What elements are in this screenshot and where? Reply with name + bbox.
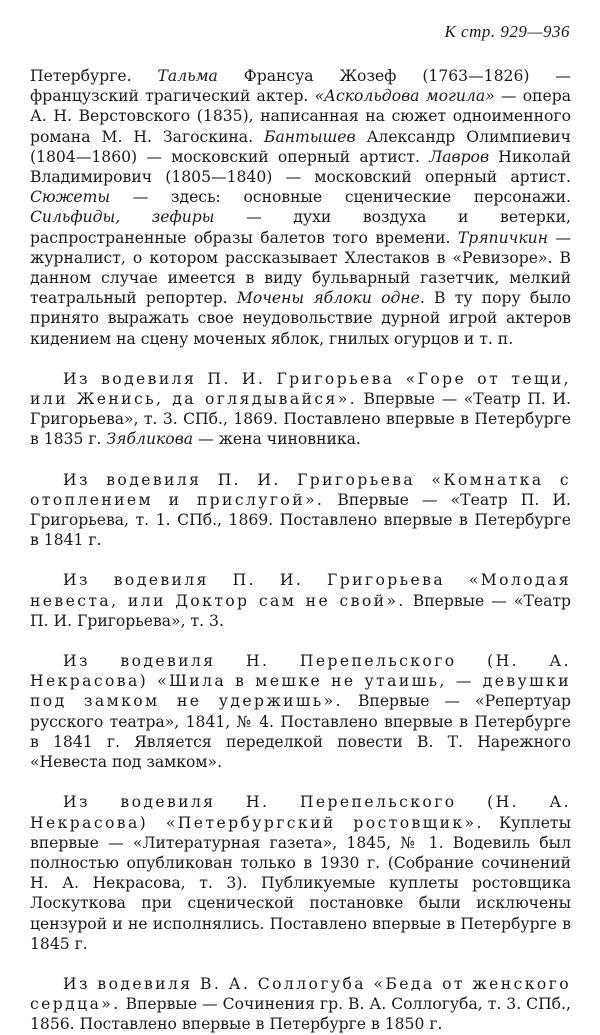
work-title: Из водевиля П. И. Григорьева «Комнатка с отоплением и прислугой». — [30, 470, 571, 509]
commentary-entry-shila-v-meshke — [30, 651, 571, 772]
text-segment: — духи воздуха и ветерки, распространенные образы балетов того времени. — [30, 208, 571, 247]
commentary-entry-beda-ot-zhenskogo-serdtsa — [30, 974, 571, 1035]
text-segment: Александр Олимпиевич (1804—1860) — московский оперный артист. — [30, 127, 571, 166]
commentary-text — [30, 66, 571, 1035]
term-silfidy-zefiry: Сильфиды, зефиры — [30, 208, 215, 227]
term-bantyshev: Бантышев — [264, 127, 356, 146]
text-segment: Впервые — «Театр П. И. Григорьева, т. 1. СПб., 1869. Поставлено впервые в Петербурге в 1841 г. — [30, 490, 572, 550]
commentary-entry-gore-ot-teshchi — [30, 369, 571, 450]
term-lavrov: Лавров — [429, 147, 490, 166]
text-segment: В ту пору было принято выражать свое неудовольствие дурной игрой актеров кидением на сцену моченых яблок, гнилых огурцов и т. п. — [30, 289, 572, 348]
term-tryapichkin: Тряпичкин — [457, 228, 548, 247]
term-mocheny-yabloki: Мочены яблоки одне. — [236, 289, 425, 308]
term-talma: Тальма — [157, 67, 218, 85]
work-title: Из водевиля П. И. Григорьева «Горе от тещи, или Женись, да оглядывайся». — [30, 369, 571, 409]
term-zyablikova: Зябликова — [106, 430, 194, 449]
text-segment: Впервые — Сочинения гр. В. А. Соллогуба, т. 3. СПб., 1856. Поставлено впервые в Петербурге в 1850 г. — [30, 995, 571, 1034]
text-segment: Петербурге. — [30, 67, 158, 85]
term-askoldova-mogila: «Аскольдова могила» — [314, 87, 495, 106]
text-segment: Куплеты впервые — «Литературная газета», 1845, № 1. Водевиль был полностью опубликован только в 1930 г. (Собрание сочинений Н. А. Некрасова, т. 3). Публикуемые куплеты ростовщика Лоскуткова при сценической постановке были исключены цензурой и не исполнялись. Поставлено впервые в Петербурге в 1845 г. — [30, 813, 571, 953]
term-syuzhety: Сюжеты — [30, 188, 111, 207]
running-head: К стр. 929—936 — [444, 22, 570, 41]
commentary-entry-komnatka — [30, 470, 571, 551]
commentary-entry-peterburgsky-rostovshchik — [30, 792, 571, 954]
text-segment: — журналист, о котором рассказывает Хлестаков в «Ревизоре». В данном случае имеется в виду бульварный газетчик, мелкий театральный репортер. — [30, 228, 571, 308]
work-title: Из водевиля П. И. Григорьева «Молодая невеста, или Доктор сам не свой». — [30, 571, 571, 610]
text-segment: Впервые — «Театр П. И. Григорьева», т. 3. СПб., 1869. Поставлено впервые в Петербурге в 1835 г. — [30, 390, 571, 449]
work-title: Из водевиля Н. Перепельского (Н. А. Некрасова) «Шила в мешке не утаишь, — девушки под замком не удержишь». — [30, 652, 571, 711]
text-segment: — жена чиновника. — [193, 430, 361, 449]
commentary-entry-molodaya-nevesta — [30, 570, 571, 631]
work-title: Из водевиля Н. Перепельского (Н. А. Некрасова) «Петербургский ростовщик». — [30, 793, 571, 832]
text-segment: Впервые — «Репертуар русского театра», 1841, № 4. Поставлено впервые в Петербурге в 1841 г. Является переделкой повести В. Т. Нарежного «Невеста под замком». — [30, 692, 571, 772]
text-segment: — здесь: основные сценические персонажи. — [110, 188, 571, 207]
text-segment: Николай Владимирович (1805—1840) — московский оперный артист. — [30, 147, 571, 187]
text-segment: Впервые — «Театр П. И. Григорьева», т. 3. — [30, 591, 571, 630]
glossary-paragraph — [30, 66, 571, 349]
work-title: Из водевиля В. А. Соллогуба «Беда от женского сердца». — [30, 974, 571, 1014]
text-segment: Франсуа Жозеф (1763—1826) — французский трагический актер. — [30, 67, 571, 106]
text-segment: — опера А. Н. Верстовского (1835), написанная на сюжет одноименного романа М. Н. Загоскина. — [30, 87, 571, 146]
